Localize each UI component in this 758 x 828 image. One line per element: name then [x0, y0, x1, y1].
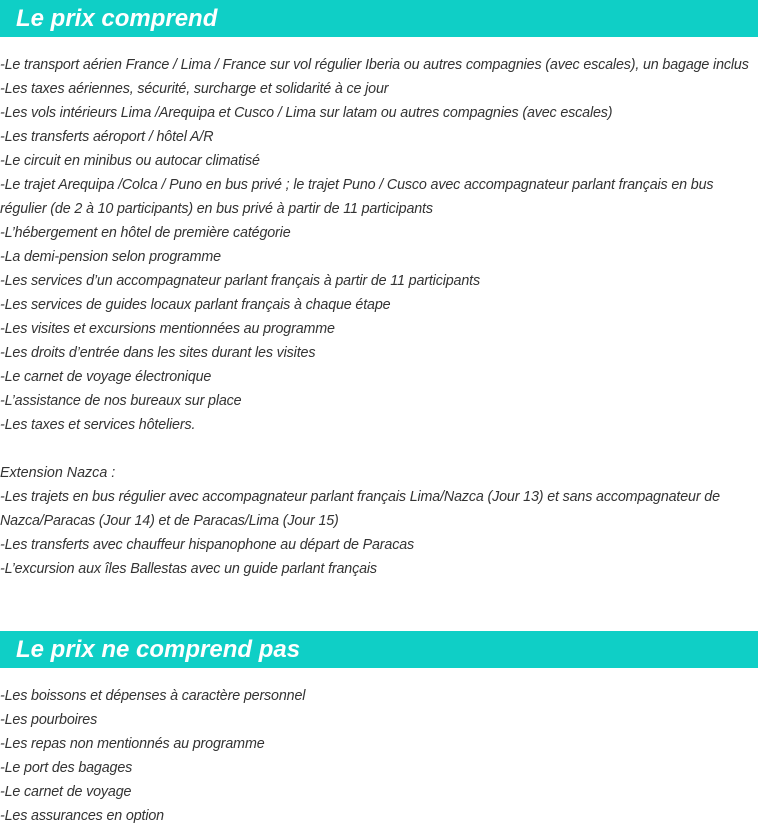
includes-section-title: Le prix comprend — [0, 0, 758, 37]
list-item: -Le trajet Arequipa /Colca / Puno en bus privé ; le trajet Puno / Cusco avec accompagnateur parlant français en bus régulier (de 2 à 10 participants) en bus privé à partir de 11 participants — [0, 177, 714, 217]
list-item: -Les visites et excursions mentionnées au programme — [0, 321, 335, 337]
list-item: -Les services de guides locaux parlant français à chaque étape — [0, 297, 391, 313]
excludes-section-title: Le prix ne comprend pas — [0, 631, 758, 668]
list-item: -Les trajets en bus régulier avec accompagnateur parlant français Lima/Nazca (Jour 13) et sans accompagnateur de Nazca/Paracas (Jour 14) et de Paracas/Lima (Jour 15) — [0, 489, 720, 529]
list-item: -Le carnet de voyage — [0, 784, 132, 800]
list-item: -Les services d’un accompagnateur parlant français à partir de 11 participants — [0, 273, 480, 289]
list-item: -L’assistance de nos bureaux sur place — [0, 393, 242, 409]
list-item: -Les droits d’entrée dans les sites durant les visites — [0, 345, 316, 361]
list-item: -Le transport aérien France / Lima / France sur vol régulier Iberia ou autres compagnies (avec escales), un bagage inclus — [0, 57, 749, 73]
list-item: -Le carnet de voyage électronique — [0, 369, 212, 385]
list-item: -Les transferts aéroport / hôtel A/R — [0, 129, 214, 145]
list-item: -Les vols intérieurs Lima /Arequipa et Cusco / Lima sur latam ou autres compagnies (avec escales) — [0, 105, 613, 121]
list-item: -Le circuit en minibus ou autocar climatisé — [0, 153, 260, 169]
list-item: -La demi-pension selon programme — [0, 249, 221, 265]
list-item: -Les repas non mentionnés au programme — [0, 736, 265, 752]
list-item: -Les assurances en option — [0, 808, 164, 824]
list-item: -Les taxes et services hôteliers. — [0, 417, 196, 433]
extension-list — [0, 485, 758, 581]
list-item: -Les pourboires — [0, 712, 98, 728]
list-item: -L’excursion aux îles Ballestas avec un guide parlant français — [0, 561, 377, 577]
list-item: -Les transferts avec chauffeur hispanophone au départ de Paracas — [0, 537, 415, 553]
list-item: -Les taxes aériennes, sécurité, surcharge et solidarité à ce jour — [0, 81, 389, 97]
list-item: -Les boissons et dépenses à caractère personnel — [0, 688, 306, 704]
list-item: -L’hébergement en hôtel de première catégorie — [0, 225, 291, 241]
list-item: -Le port des bagages — [0, 760, 133, 776]
includes-list — [0, 53, 758, 437]
excludes-list — [0, 684, 758, 828]
extension-label: Extension Nazca : — [0, 465, 116, 481]
